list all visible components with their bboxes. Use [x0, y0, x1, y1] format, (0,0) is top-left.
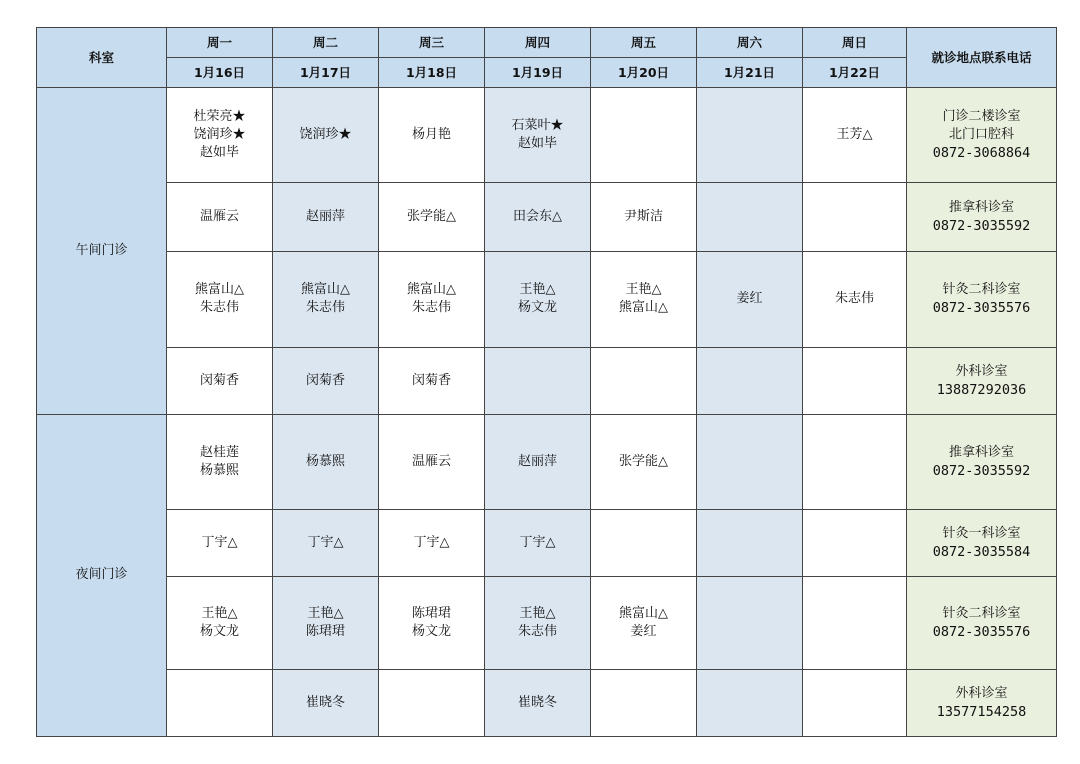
doctor-cell — [697, 183, 803, 252]
table-row — [37, 576, 1057, 669]
doctor-cell: 熊富山△ 姜红 — [591, 576, 697, 669]
location-cell — [907, 509, 1057, 576]
doctor-cell — [803, 183, 907, 252]
table-body — [37, 88, 1057, 737]
location-phone: 13887292036 — [936, 381, 1027, 398]
doctor-cell — [379, 670, 485, 737]
weekday-cell: 周三 — [379, 28, 485, 58]
doctor-cell: 王艳△ 陈珺珺 — [273, 576, 379, 669]
doctor-cell: 闵菊香 — [167, 347, 273, 414]
doctor-cell: 崔晓冬 — [273, 670, 379, 737]
date-cell: 1月21日 — [697, 58, 803, 88]
date-cell: 1月22日 — [803, 58, 907, 88]
doctor-cell: 闵菊香 — [379, 347, 485, 414]
doctor-cell — [485, 347, 591, 414]
location-phone: 0872-3068864 — [932, 145, 1031, 162]
doctor-cell — [591, 347, 697, 414]
location-cell — [907, 88, 1057, 183]
doctor-cell: 崔晓冬 — [485, 670, 591, 737]
doctor-cell — [697, 509, 803, 576]
location-cell — [907, 347, 1057, 414]
doctor-cell: 温雁云 — [379, 414, 485, 509]
location-name: 推拿科诊室 — [948, 200, 1014, 216]
date-cell: 1月20日 — [591, 58, 697, 88]
doctor-cell: 闵菊香 — [273, 347, 379, 414]
doctor-cell — [803, 347, 907, 414]
doctor-cell — [697, 414, 803, 509]
doctor-cell — [591, 509, 697, 576]
doctor-cell: 丁宇△ — [273, 509, 379, 576]
table-row — [37, 670, 1057, 737]
doctor-cell: 王芳△ — [803, 88, 907, 183]
doctor-cell — [697, 670, 803, 737]
doctor-cell: 张学能△ — [379, 183, 485, 252]
doctor-cell: 王艳△ 杨文龙 — [485, 252, 591, 347]
doctor-cell: 王艳△ 杨文龙 — [167, 576, 273, 669]
doctor-cell: 姜红 — [697, 252, 803, 347]
doctor-cell: 张学能△ — [591, 414, 697, 509]
doctor-cell: 赵桂莲 杨慕熙 — [167, 414, 273, 509]
location-name: 针灸一科诊室 — [942, 525, 1021, 541]
location-phone: 13577154258 — [936, 704, 1027, 720]
table-row — [37, 88, 1057, 183]
table-row — [37, 183, 1057, 252]
doctor-cell: 丁宇△ — [379, 509, 485, 576]
weekday-cell: 周日 — [803, 28, 907, 58]
weekday-cell: 周一 — [167, 28, 273, 58]
weekday-cell: 周二 — [273, 28, 379, 58]
table-row — [37, 414, 1057, 509]
doctor-cell: 朱志伟 — [803, 252, 907, 347]
location-name: 门诊二楼诊室 北门口腔科 — [942, 109, 1021, 143]
doctor-cell: 熊富山△ 朱志伟 — [273, 252, 379, 347]
doctor-cell: 田会东△ — [485, 183, 591, 252]
location-phone: 0872-3035584 — [932, 543, 1031, 560]
location-phone: 0872-3035592 — [932, 462, 1031, 479]
location-cell — [907, 576, 1057, 669]
weekday-cell: 周四 — [485, 28, 591, 58]
doctor-cell: 王艳△ 朱志伟 — [485, 576, 591, 669]
doctor-cell: 陈珺珺 杨文龙 — [379, 576, 485, 669]
table-row — [37, 252, 1057, 347]
table-row — [37, 509, 1057, 576]
doctor-cell: 石菜叶★ 赵如毕 — [485, 88, 591, 183]
doctor-cell — [803, 670, 907, 737]
date-row — [37, 58, 1057, 88]
location-name: 针灸二科诊室 — [942, 605, 1021, 621]
doctor-cell: 饶润珍★ — [273, 88, 379, 183]
location-name: 针灸二科诊室 — [942, 282, 1021, 298]
doctor-cell: 丁宇△ — [167, 509, 273, 576]
doctor-cell: 王艳△ 熊富山△ — [591, 252, 697, 347]
doctor-cell — [167, 670, 273, 737]
doctor-cell: 熊富山△ 朱志伟 — [379, 252, 485, 347]
location-phone: 0872-3035592 — [932, 218, 1031, 235]
doctor-cell — [803, 509, 907, 576]
location-cell — [907, 183, 1057, 252]
doctor-cell — [697, 576, 803, 669]
date-cell: 1月18日 — [379, 58, 485, 88]
dept-header: 科室 — [37, 28, 167, 88]
doctor-cell: 尹斯洁 — [591, 183, 697, 252]
table-header — [37, 28, 1057, 88]
date-cell: 1月17日 — [273, 58, 379, 88]
date-cell: 1月19日 — [485, 58, 591, 88]
dept-cell: 午间门诊 — [37, 88, 167, 415]
location-name: 外科诊室 — [955, 686, 1008, 701]
location-name: 外科诊室 — [955, 363, 1008, 379]
doctor-cell: 杨慕熙 — [273, 414, 379, 509]
location-cell — [907, 414, 1057, 509]
doctor-cell: 赵丽萍 — [485, 414, 591, 509]
date-cell: 1月16日 — [167, 58, 273, 88]
doctor-cell — [697, 347, 803, 414]
weekday-cell: 周五 — [591, 28, 697, 58]
doctor-cell — [591, 88, 697, 183]
dept-cell: 夜间门诊 — [37, 414, 167, 737]
doctor-cell: 赵丽萍 — [273, 183, 379, 252]
location-phone: 0872-3035576 — [932, 300, 1031, 317]
doctor-cell: 杜荣亮★ 饶润珍★ 赵如毕 — [167, 88, 273, 183]
doctor-cell — [803, 576, 907, 669]
doctor-cell — [803, 414, 907, 509]
location-phone: 0872-3035576 — [932, 623, 1031, 640]
clinic-schedule-table — [36, 27, 1057, 737]
doctor-cell: 熊富山△ 朱志伟 — [167, 252, 273, 347]
doctor-cell: 丁宇△ — [485, 509, 591, 576]
doctor-cell: 杨月艳 — [379, 88, 485, 183]
location-cell — [907, 252, 1057, 347]
doctor-cell — [591, 670, 697, 737]
weekday-row — [37, 28, 1057, 58]
table-row — [37, 347, 1057, 414]
location-cell — [907, 670, 1057, 737]
location-name: 推拿科诊室 — [948, 444, 1014, 460]
doctor-cell — [697, 88, 803, 183]
weekday-cell: 周六 — [697, 28, 803, 58]
location-header: 就诊地点联系电话 — [907, 28, 1057, 88]
doctor-cell: 温雁云 — [167, 183, 273, 252]
